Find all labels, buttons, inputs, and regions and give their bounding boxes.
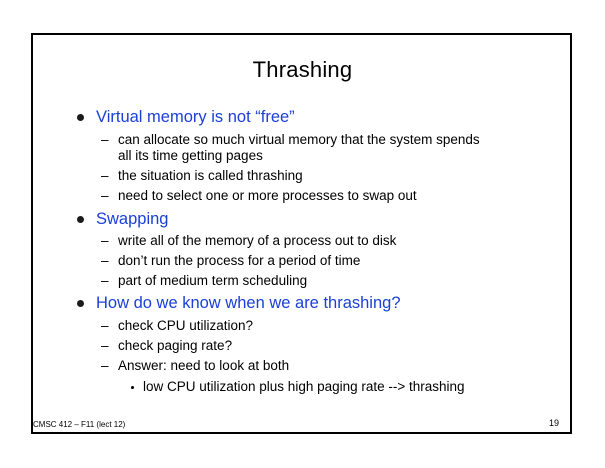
dash: – (101, 188, 109, 203)
dash: – (101, 168, 109, 183)
dash: – (101, 273, 109, 288)
sub-sub-bullet-dot (131, 386, 134, 389)
bullet-thrashing-question: How do we know when we are thrashing? (96, 294, 401, 312)
sub-item: check paging rate? (118, 338, 233, 353)
sub-item: the situation is called thrashing (118, 168, 303, 183)
sub-item-line2: all its time getting pages (118, 148, 263, 163)
sub-item: part of medium term scheduling (118, 273, 308, 288)
dash: – (101, 338, 109, 353)
slide-title: Thrashing (252, 57, 353, 82)
footer-course-label: CMSC 412 – F11 (lect 12) (33, 420, 126, 429)
sub-item: check CPU utilization? (118, 318, 254, 333)
dash: – (101, 233, 109, 248)
page-number: 19 (549, 418, 560, 428)
bullet-virtual-memory: Virtual memory is not “free” (96, 108, 295, 126)
dash: – (101, 358, 109, 373)
bullet-swapping: Swapping (96, 210, 169, 228)
dash: – (101, 253, 109, 268)
bullet-dot (77, 300, 84, 307)
sub-item-line1: can allocate so much virtual memory that the system spends (118, 132, 480, 147)
bullet-dot (77, 216, 84, 223)
sub-item: don’t run the process for a period of time (118, 253, 361, 268)
dash: – (101, 132, 109, 147)
bullet-dot (77, 114, 84, 121)
dash: – (101, 318, 109, 333)
sub-sub-item: low CPU utilization plus high paging rate --> thrashing (143, 379, 465, 394)
sub-item: write all of the memory of a process out to disk (118, 233, 397, 248)
sub-item: Answer: need to look at both (118, 358, 290, 373)
sub-item: need to select one or more processes to swap out (118, 188, 417, 203)
